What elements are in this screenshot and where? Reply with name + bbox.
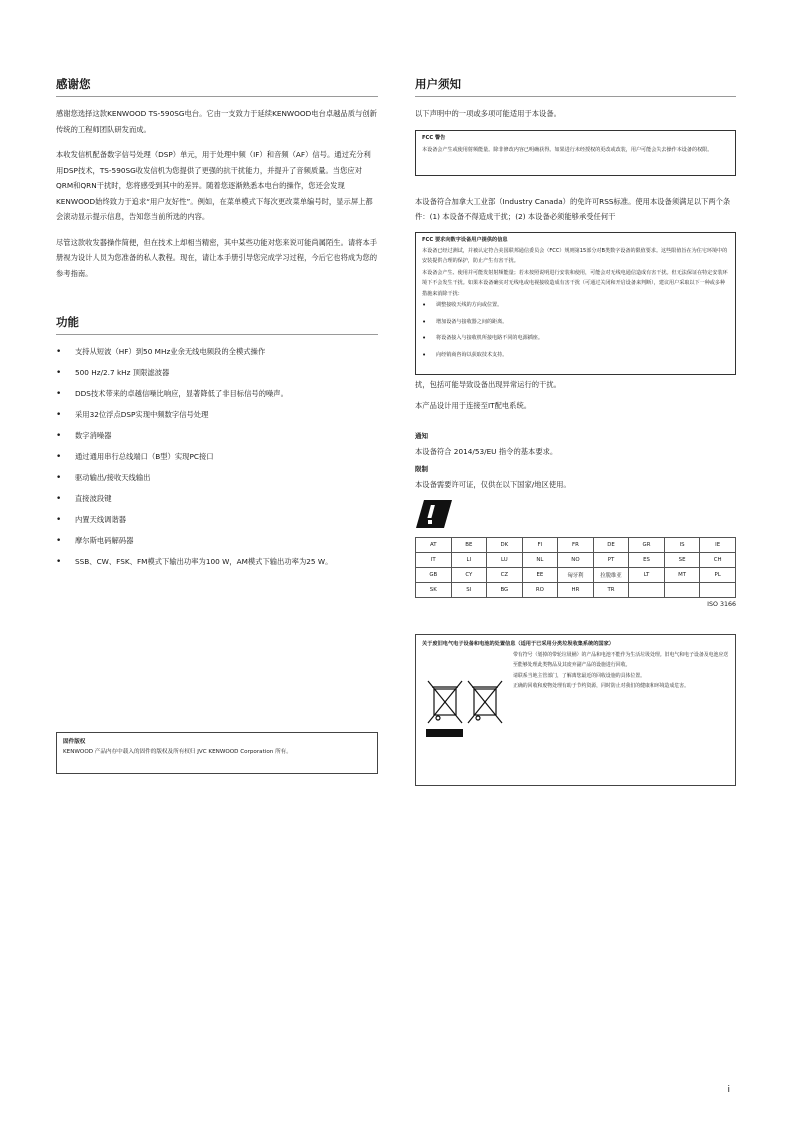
alert-icon [415,499,453,529]
weee-paragraph-3: 正确的回收和废物处理有助于节约资源，同时防止对我们的健康和环境造成危害。 [513,682,690,689]
country-cell: DE [593,537,629,552]
feature-item: • 支持从短波（HF）到50 MHz业余无线电频段的全模式操作 [56,345,378,359]
feature-item: • 驱动输出/接收天线输出 [56,471,378,485]
thanks-paragraph-3: 尽管这款收发器操作简便，但在技术上却相当精密，其中某些功能对您来说可能尚属陌生。请将本手册视为设计人员为您准备的私人教程。现在，请让本手册引导您完成学习过程，今后它也将成为您的参考指南。 [56,237,378,278]
thanks-paragraph-1: 感谢您选择这款KENWOOD TS-590SG电台。它由一支致力于延续KENWOOD电台卓越品质与创新传统的工程师团队研发而成。 [56,109,377,134]
feature-item: • SSB、CW、FSK、FM模式下输出功率为100 W，AM模式下输出功率为25 W。 [56,555,378,569]
feature-item: • 采用32位浮点DSP实现中频数字信号处理 [56,408,378,422]
notice-intro: 以下声明中的一项或多项可能适用于本设备。 [415,109,561,118]
country-cell: IE [700,537,736,552]
country-cell: NO [558,552,594,567]
industry-canada-text: 本设备符合加拿大工业部（Industry Canada）的免许可RSS标准。使用本设备须满足以下两个条件：(1) 本设备不得造成干扰；(2) 本设备必须能够承受任何干 [415,196,731,221]
crossed-bin-icon [426,677,506,767]
feature-item: • 500 Hz/2.7 kHz 顶限滤波器 [56,366,378,380]
table-row [416,537,736,552]
black-bar [426,729,463,737]
country-cell: DK [487,537,523,552]
thanks-paragraph-2: 本收发信机配备数字信号处理（DSP）单元，用于处理中频（IF）和音频（AF）信号。通过充分利用DSP技术，TS-590SG收发信机为您提供了更强的抗干扰能力，并提升了音频质量。当您应对QRM和QRN干扰时，您将感受到其中的差异。随着您逐渐熟悉本电台的操作，您还会发现KENWOOD始终致力于追求“用户友好性”。例如，在菜单模式下每次更改菜单编号时，显示屏上都会滚动显示提示信息，告知您当前所选的内容。 [56,150,373,221]
country-cell: 匈牙利 [558,567,594,582]
weee-paragraph-1: 带有符号（划掉的带轮垃圾桶）的产品和电池不能作为生活垃圾处理。旧电气和电子设备及电池应送至能够处理此类物品及其废弃副产品的设施进行回收。 [513,652,729,669]
iso-label: ISO 3166 [707,600,736,608]
industry-canada-text-cont: 扰，包括可能导致设备出现异常运行的干扰。 [415,379,561,389]
fcc-measure-item: • 将设备接入与接收机所接电路不同的电源插座。 [422,334,729,343]
country-cell: FI [522,537,558,552]
fcc-measure-item: • 调整接收天线的方向或位置。 [422,301,729,310]
it-power-text: 本产品设计用于连接至IT配电系统。 [415,401,532,410]
country-cell: ES [629,552,665,567]
fcc-measures-list [422,301,729,360]
weee-paragraph-2: 请联系当地主管部门，了解离您最近的回收设施的具体位置。 [513,672,646,679]
fcc-info-paragraph-2: 本设备会产生、使用并可能发射射频能量；若未按照说明进行安装和使用，可能会对无线电通信造成有害干扰。但无法保证在特定安装环境下不会发生干扰。如果本设备确实对无线电或电视接收造成有害干扰（可通过关闭和开启设备来判断），建议用户采取以下一种或多种措施来消除干扰： [422,269,728,297]
page-number: i [727,1085,730,1095]
fcc-warning-box [415,130,736,176]
country-cell: FR [558,537,594,552]
features-heading: 功能 [56,314,378,335]
feature-item: • 内置天线调谐器 [56,513,378,527]
firmware-text: KENWOOD 产品内存中载入的固件的版权及所有权归 JVC KENWOOD Corporation 所有。 [63,749,292,755]
fcc-measure-item: • 增加设备与接收器之间的距离。 [422,318,729,327]
country-cell: HR [558,582,594,597]
table-row [416,582,736,597]
fcc-info-box [415,232,736,375]
table-row [416,552,736,567]
country-cell: PT [593,552,629,567]
country-cell: CH [700,552,736,567]
feature-item: • 摩尔斯电码解码器 [56,534,378,548]
country-cell: NL [522,552,558,567]
weee-disposal-box [415,634,736,786]
right-column [415,76,736,608]
firmware-title: 固件版权 [63,739,86,745]
restriction-subheading: 限制 [415,465,428,473]
fcc-warning-title: FCC 警告 [422,134,446,141]
country-cell: AT [416,537,452,552]
notice-subheading: 通知 [415,431,428,440]
country-cell: LT [629,567,665,582]
country-cell: SI [451,582,487,597]
country-cell: BE [451,537,487,552]
country-cell: RO [522,582,558,597]
features-list [56,345,378,569]
country-cell: CZ [487,567,523,582]
feature-item: • 数字消噪器 [56,429,378,443]
country-cell: TR [593,582,629,597]
country-cell: PL [700,567,736,582]
feature-item: • 通过通用串行总线端口（B型）实现PC接口 [56,450,378,464]
notice-directive-text: 本设备符合 2014/53/EU 指令的基本要求。 [415,446,558,456]
country-cell: CY [451,567,487,582]
user-notice-heading: 用户须知 [415,76,736,97]
country-cell: IT [416,552,452,567]
country-cell [629,582,665,597]
country-cell: LU [487,552,523,567]
country-cell: IS [664,537,700,552]
country-cell: 拉脱维亚 [593,567,629,582]
feature-item: • DDS技术带来的卓越信噪比响应，显著降低了非目标信号的噪声。 [56,387,378,401]
fcc-info-title: FCC 要求向数字设备用户提供的信息 [422,236,508,243]
country-cell [700,582,736,597]
country-cell: GR [629,537,665,552]
weee-title: 关于废旧电气电子设备和电池的处置信息（适用于已采用分类垃圾收集系统的国家） [422,641,614,647]
country-table [415,537,736,598]
country-cell: BG [487,582,523,597]
left-column [56,76,378,576]
thanks-heading: 感谢您 [56,76,378,97]
country-cell: GB [416,567,452,582]
feature-item: • 直接波段键 [56,492,378,506]
country-cell: LI [451,552,487,567]
restriction-text: 本设备需要许可证，仅供在以下国家/地区使用。 [415,480,571,489]
country-cell: MT [664,567,700,582]
table-row [416,567,736,582]
country-cell [664,582,700,597]
weee-text-block [513,650,729,691]
country-cell: EE [522,567,558,582]
fcc-info-paragraph-1: 本设备已经过测试，并被认定符合美国联邦通信委员会（FCC）规则第15部分对B类数字设备的限值要求。这些限值旨在为住宅环境中的安装提供合理的保护，防止产生有害干扰。 [422,247,728,264]
fcc-measure-item: • 向经销商咨询以获取技术支持。 [422,351,729,360]
firmware-copyright-box [56,732,378,774]
fcc-warning-text: 本设备会产生或使用射频能量。除非修改内容已明确获得。如果进行未经授权的更改或改装，用户可能会失去操作本设备的权限。 [422,146,713,153]
country-cell: SK [416,582,452,597]
country-cell: SE [664,552,700,567]
